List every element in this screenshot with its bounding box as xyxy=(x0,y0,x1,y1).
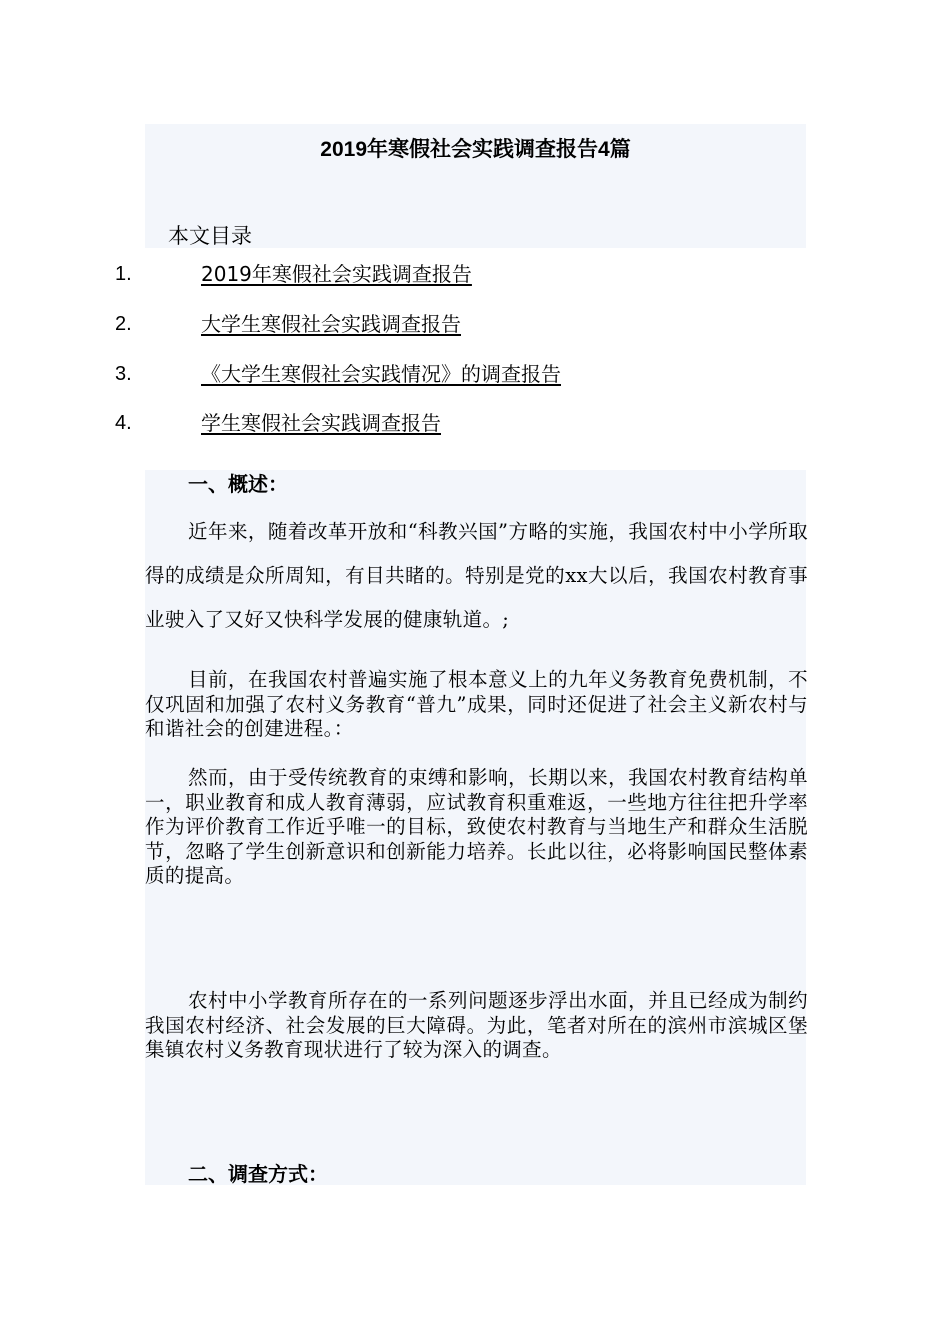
document-title: 2019年寒假社会实践调查报告4篇 xyxy=(320,138,631,161)
toc-link-2[interactable]: 大学生寒假社会实践调查报告 xyxy=(201,312,461,336)
paragraph-intro: 近年来，随着改革开放和“科教兴国”方略的实施，我国农村中小学所取得的成绩是众所周知，有目共睹的。特别是党的xx大以后，我国农村教育事业驶入了又好又快科学发展的健康轨道。; xyxy=(145,520,808,631)
toc-item xyxy=(115,408,815,438)
paragraph-current-status: 目前，在我国农村普遍实施了根本意义上的九年义务教育免费机制，不仅巩固和加强了农村义务教育“普九”成果，同时还促进了社会主义新农村与和谐社会的创建进程。： xyxy=(145,668,808,740)
toc-item-number: 1. xyxy=(115,263,132,285)
paragraph-investigation: 农村中小学教育所存在的一系列问题逐步浮出水面，并且已经成为制约我国农村经济、社会发展的巨大障碍。为此，笔者对所在的滨州市滨城区堡集镇农村义务教育现状进行了较为深入的调查。 xyxy=(145,989,808,1061)
section-heading-method: 二、调查方式： xyxy=(188,1162,328,1186)
toc-item-number: 2. xyxy=(115,313,132,335)
toc-item xyxy=(115,359,815,389)
paragraph-problems: 然而，由于受传统教育的束缚和影响，长期以来，我国农村教育结构单一，职业教育和成人教育薄弱，应试教育积重难返，一些地方往往把升学率作为评价教育工作近乎唯一的目标，致使农村教育与当地生产和群众生活脱节，忽略了学生创新意识和创新能力培养。长此以往，必将影响国民整体素质的提高。 xyxy=(145,766,808,887)
section-heading-overview: 一、概述： xyxy=(188,472,288,496)
toc-link-4[interactable]: 学生寒假社会实践调查报告 xyxy=(201,411,441,435)
toc-item xyxy=(115,309,815,339)
toc-item-number: 4. xyxy=(115,412,132,434)
toc-item xyxy=(115,259,815,289)
toc-link-3[interactable]: 《大学生寒假社会实践情况》的调查报告 xyxy=(201,362,561,386)
toc-heading: 本文目录 xyxy=(168,224,252,248)
toc-link-1[interactable]: 2019年寒假社会实践调查报告 xyxy=(201,262,472,286)
toc-item-number: 3. xyxy=(115,363,132,385)
